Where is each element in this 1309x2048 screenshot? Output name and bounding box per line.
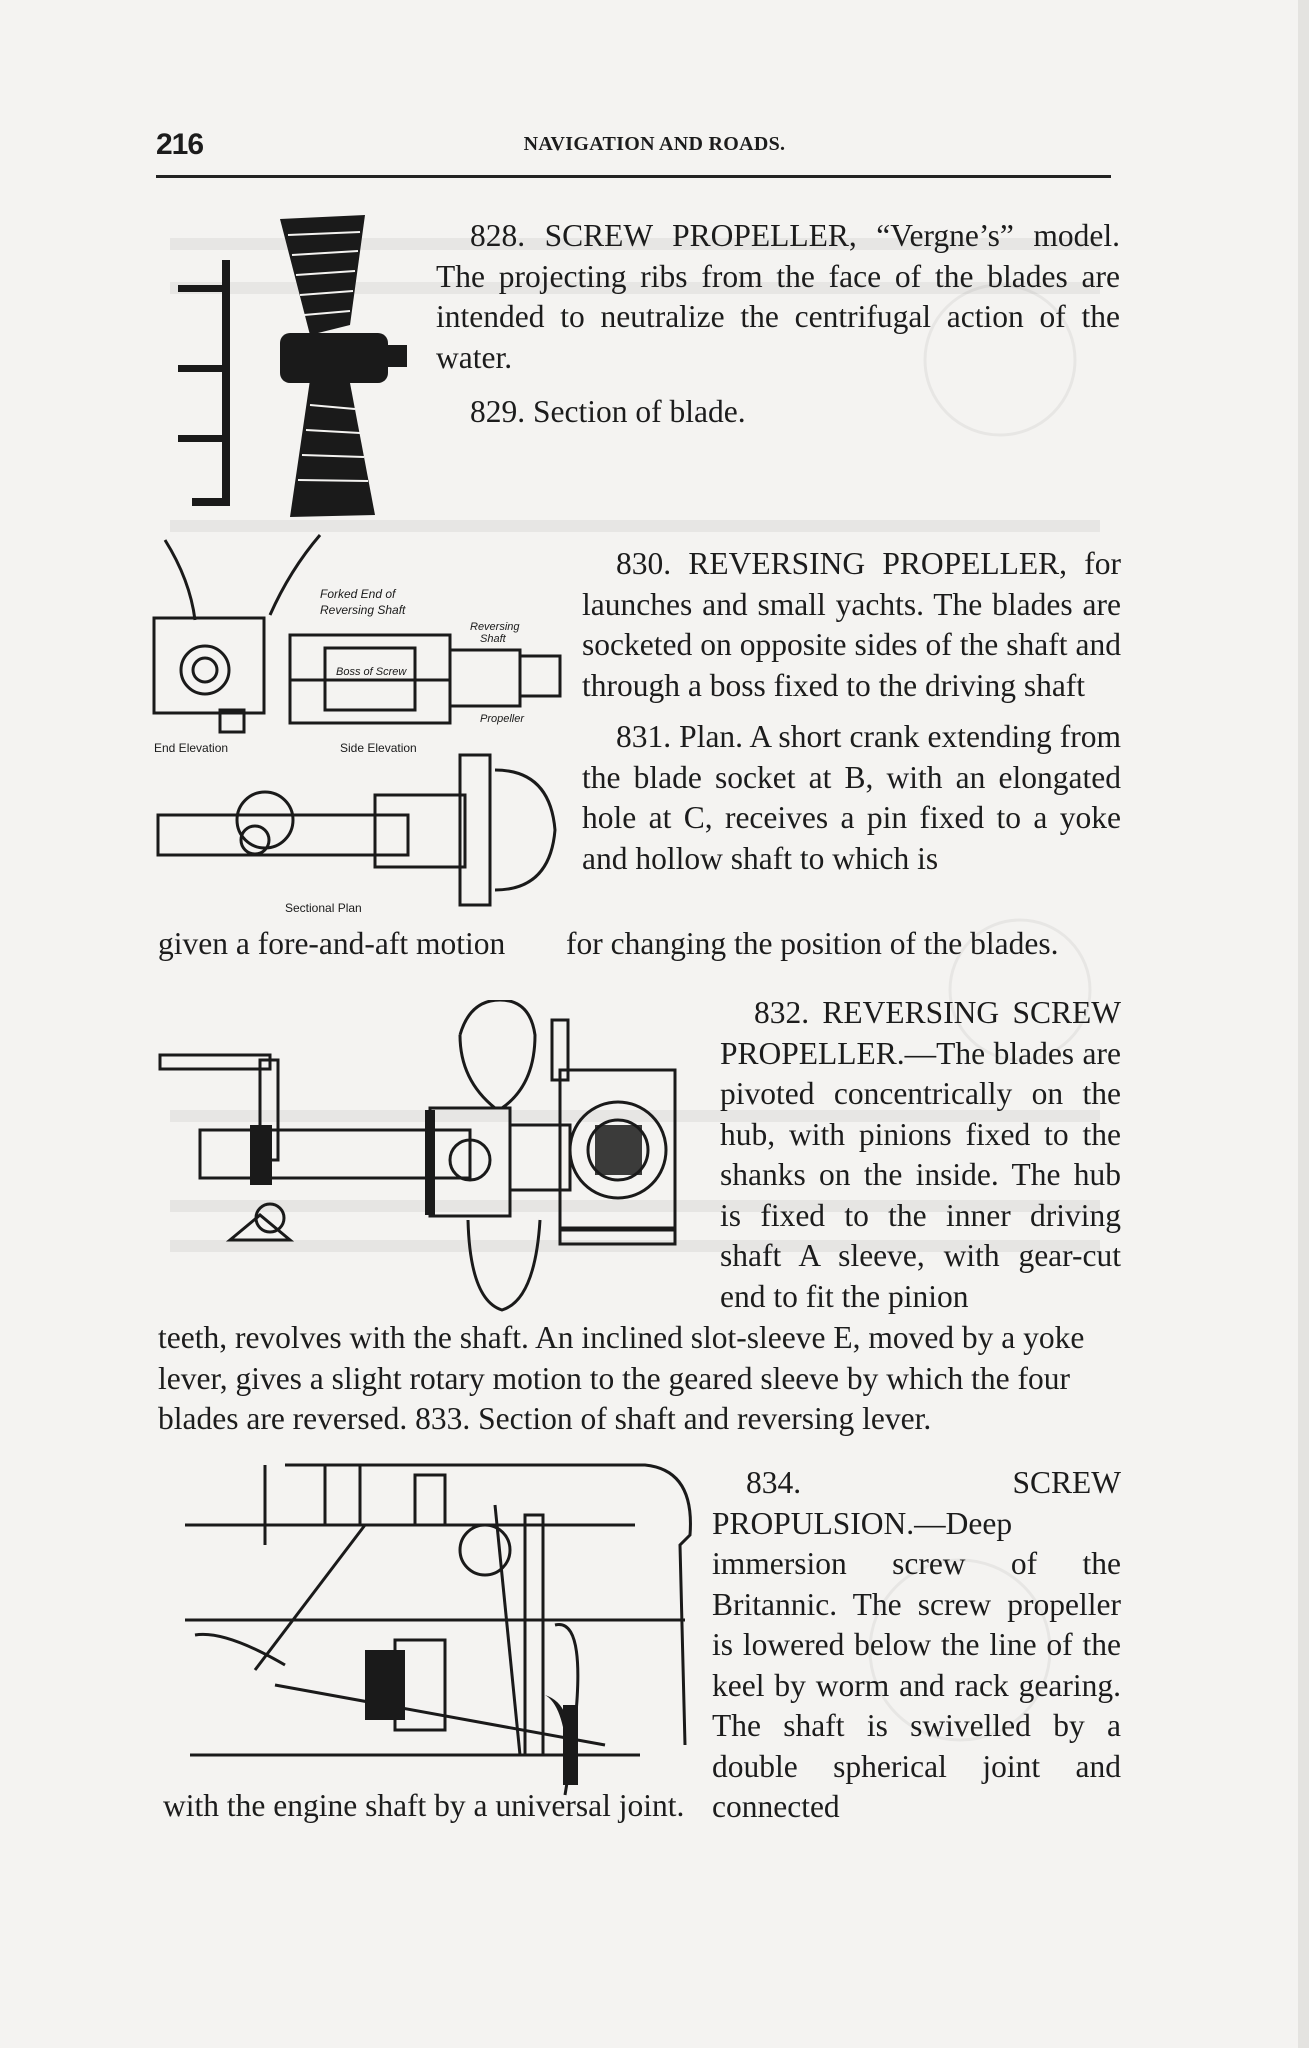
- paragraph-828: 828. SCREW PROPELLER, “Vergne’s” model. The projecting ribs from the face of the blades are intended to neutralize the centrifugal action of the water.: [436, 218, 1120, 375]
- label-side-elevation: Side Elevation: [340, 741, 417, 755]
- figure-reversing-screw-propeller: [150, 1000, 710, 1320]
- label-forked-end: Forked End of: [320, 587, 396, 601]
- paragraph-834: 834. SCREW PROPULSION.—Deep immersion screw of the Britannic. The screw propeller is lowered below the line of the keel by worm and rack gearing. The shaft is swivelled by a double spherical joint and connected: [712, 1465, 1121, 1824]
- label-boss-of-screw: Boss of Screw: [336, 666, 407, 678]
- label-sectional-plan: Sectional Plan: [285, 901, 362, 915]
- running-head: NAVIGATION AND ROADS.: [523, 133, 786, 155]
- figure-deep-immersion-screw: [165, 1455, 705, 1800]
- paragraph-834-continued: with the engine shaft by a universal joint.: [163, 1788, 685, 1823]
- figure-reversing-propeller: [150, 530, 570, 920]
- paragraph-830: 830. REVERSING PROPELLER, for launches and small yachts. The blades are socketed on opposite sides of the shaft and through a boss fixed to the driving shaft: [582, 546, 1121, 703]
- paragraph-831-tail-right: for changing the position of the blades.: [566, 926, 1059, 961]
- label-propeller: Propeller: [480, 713, 525, 725]
- label-end-elevation: End Elevation: [154, 741, 229, 755]
- paragraph-831-tail-left: given a fore-and-aft motion: [158, 926, 506, 961]
- label-shaft: Shaft: [480, 633, 506, 645]
- page-number: 216: [156, 128, 204, 161]
- paragraph-831: 831. Plan. A short crank extending from the blade socket at B, with an elongated hole at C, receives a pin fixed to a yoke and hollow shaft to which is: [582, 719, 1121, 876]
- figure-vergne-propeller: [170, 205, 410, 525]
- paragraph-832: 832. REVERSING SCREW PROPELLER.—The blades are pivoted concentrically on the hub, with pinions fixed to the shanks on the inside. The hub is fixed to the inner driving shaft A sleeve, with gear-cut end to fit the pinion: [720, 995, 1121, 1314]
- header-rule: [156, 175, 1111, 178]
- label-reversing: Reversing: [470, 621, 520, 633]
- paragraph-829: 829. Section of blade.: [470, 394, 746, 429]
- label-reversing-shaft: Reversing Shaft: [320, 603, 406, 617]
- paragraph-832-continued: teeth, revolves with the shaft. An inclined slot-sleeve E, moved by a yoke lever, gives a slight rotary motion to the geared sleeve by which the four blades are reversed. 833. Section of shaft and reversing lever.: [158, 1320, 1085, 1436]
